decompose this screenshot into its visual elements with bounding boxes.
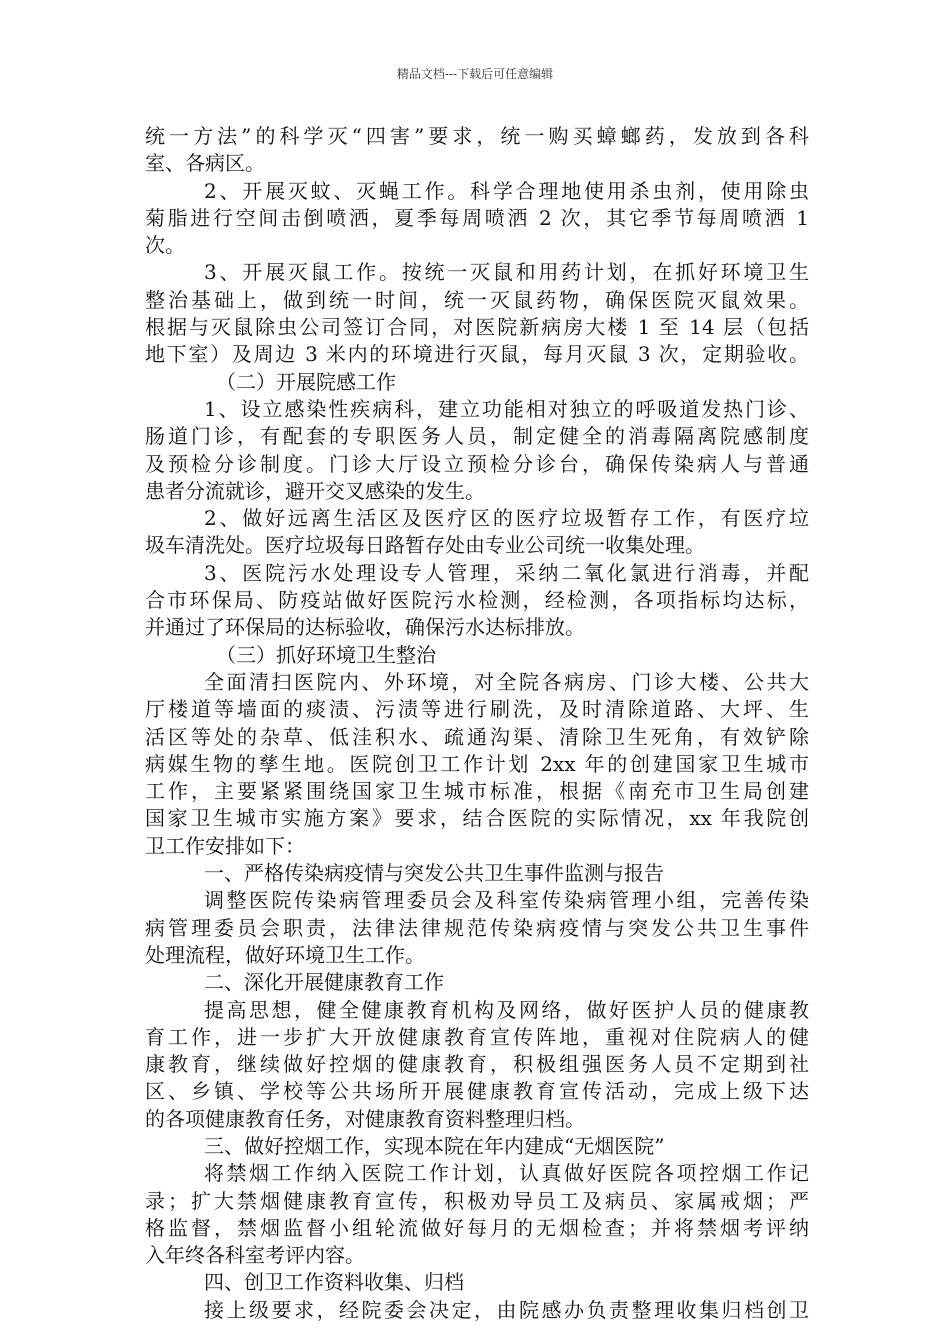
text-line: 接上级要求，经院委会决定，由院感办负责整理收集归档创卫 [204, 1297, 809, 1322]
text-line: 全面清扫医院内、外环境，对全院各病房、门诊大楼、公共大 [204, 669, 809, 694]
text-line: 提高思想，健全健康教育机构及网络，做好医护人员的健康教 [204, 997, 809, 1022]
text-line: 一、严格传染病疫情与突发公共卫生事件监测与报告 [204, 861, 664, 886]
text-line: 将禁烟工作纳入医院工作计划，认真做好医院各项控烟工作记 [204, 1161, 809, 1186]
text-line: 病管理委员会职责，法律法律规范传染病疫情与突发公共卫生事件 [145, 915, 809, 940]
text-line: 处理流程，做好环境卫生工作。 [145, 942, 425, 967]
text-line: 工作，主要紧紧围绕国家卫生城市标准，根据《南充市卫生局创建 [145, 779, 809, 804]
text-line: 的各项健康教育任务，对健康教育资料整理归档。 [145, 1106, 585, 1131]
text-line: 根据与灭鼠除虫公司签订合同，对医院新病房大楼 1 至 14 层（包括 [145, 315, 809, 340]
text-line: （二）开展院感工作 [216, 369, 396, 394]
text-line: 室、各病区。 [145, 151, 265, 176]
text-line: 康教育，继续做好控烟的健康教育，积极组强医务人员不定期到社 [145, 1052, 809, 1077]
text-line: 合市环保局、防疫站做好医院污水检测，经检测，各项指标均达标， [145, 588, 809, 613]
text-line: 调整医院传染病管理委员会及科室传染病管理小组，完善传染 [204, 888, 809, 913]
text-line: 区、乡镇、学校等公共场所开展健康教育宣传活动，完成上级下达 [145, 1079, 809, 1104]
text-line: 3、开展灭鼠工作。按统一灭鼠和用药计划，在抓好环境卫生 [204, 260, 809, 285]
text-line: 地下室）及周边 3 米内的环境进行灭鼠，每月灭鼠 3 次，定期验收。 [145, 342, 809, 367]
text-line: 2、做好远离生活区及医疗区的医疗垃圾暂存工作，有医疗垃 [204, 506, 809, 531]
text-line: 1、设立感染性疾病科，建立功能相对独立的呼吸道发热门诊、 [204, 396, 809, 421]
text-line: 3、医院污水处理设专人管理，采纳二氧化氯进行消毒，并配 [204, 560, 809, 585]
page-header: 精品文档---下载后可任意编辑 [396, 67, 554, 81]
document-body [145, 123, 809, 1324]
text-line: 格监督，禁烟监督小组轮流做好每月的无烟检查；并将禁烟考评纳 [145, 1215, 809, 1240]
text-line: 卫工作安排如下： [145, 833, 305, 858]
text-line: 患者分流就诊，避开交叉感染的发生。 [145, 478, 485, 503]
text-line: 并通过了环保局的达标验收，确保污水达标排放。 [145, 615, 585, 640]
text-line: 活区等处的杂草、低洼积水、疏通沟渠、清除卫生死角，有效铲除 [145, 724, 809, 749]
text-line: 整治基础上，做到统一时间，统一灭鼠药物，确保医院灭鼠效果。 [145, 287, 809, 312]
text-line: 国家卫生城市实施方案》要求，结合医院的实际情况，xx 年我院创 [145, 806, 809, 831]
text-line: 育工作，进一步扩大开放健康教育宣传阵地，重视对住院病人的健 [145, 1024, 809, 1049]
text-line: 厅楼道等墙面的痰渍、污渍等进行刷洗，及时清除道路、大坪、生 [145, 697, 809, 722]
text-line: 入年终各科室考评内容。 [145, 1243, 365, 1268]
text-line: 四、创卫工作资料收集、归档 [204, 1270, 464, 1295]
text-line: 菊脂进行空间击倒喷洒，夏季每周喷洒 2 次，其它季节每周喷洒 1 [145, 205, 809, 230]
text-line: 病媒生物的孳生地。医院创卫工作计划 2xx 年的创建国家卫生城市 [145, 751, 809, 776]
text-line: 肠道门诊，有配套的专职医务人员，制定健全的消毒隔离院感制度 [145, 424, 809, 449]
text-line: 二、深化开展健康教育工作 [204, 970, 444, 995]
text-line: 2、开展灭蚊、灭蝇工作。科学合理地使用杀虫剂，使用除虫 [204, 178, 809, 203]
text-line: 三、做好控烟工作，实现本院在年内建成“无烟医院” [204, 1133, 665, 1158]
text-line: 次。 [145, 233, 185, 258]
text-line: 录；扩大禁烟健康教育宣传，积极劝导员工及病员、家属戒烟；严 [145, 1188, 809, 1213]
text-line: 统一方法”的科学灭“四害”要求，统一购买蟑螂药，发放到各科 [145, 124, 809, 148]
text-line: 圾车清洗处。医疗垃圾每日路暂存处由专业公司统一收集处理。 [145, 533, 705, 558]
text-line: （三）抓好环境卫生整治 [216, 642, 436, 667]
text-line: 及预检分诊制度。门诊大厅设立预检分诊台，确保传染病人与普通 [145, 451, 809, 476]
